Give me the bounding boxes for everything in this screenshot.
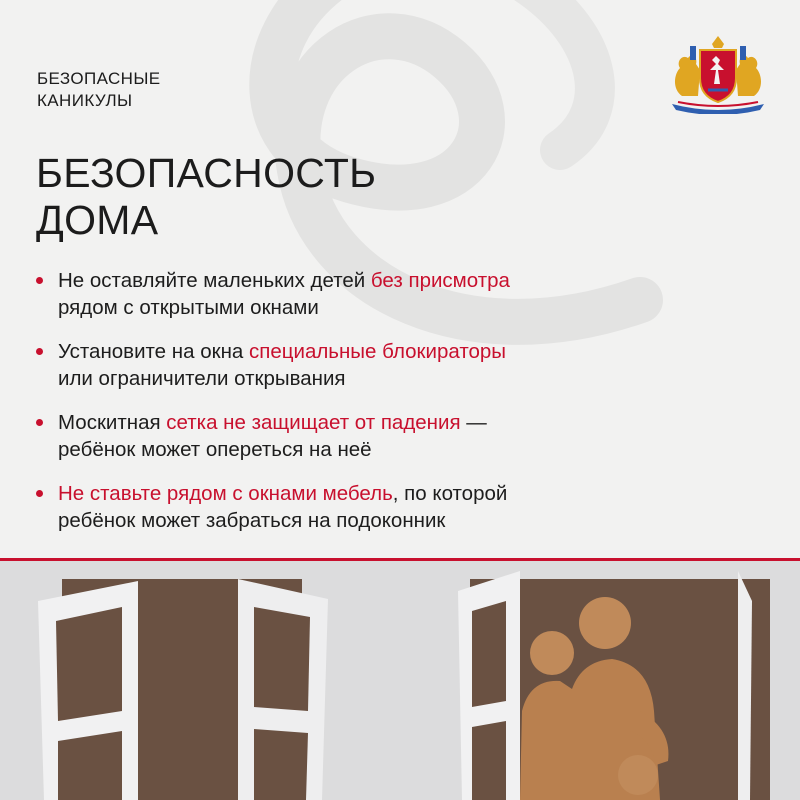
bullet-dot-icon <box>36 348 43 355</box>
list-item <box>36 409 756 463</box>
tip-text: или ограничители открывания <box>58 367 346 390</box>
title-line-2: ДОМА <box>36 197 159 243</box>
list-item <box>36 480 756 534</box>
tip-text: Установите на окна <box>58 340 249 363</box>
tip-text: Москитная <box>58 411 167 434</box>
safety-tips-list <box>36 267 756 551</box>
tip-highlight: сетка не защищает от падения <box>166 411 461 434</box>
kicker-text <box>37 68 337 112</box>
tip-highlight: без присмотра <box>370 269 510 292</box>
kicker-line-2: КАНИКУЛЫ <box>37 91 133 110</box>
bullet-dot-icon <box>36 277 43 284</box>
list-item <box>36 338 756 392</box>
tip-text: рядом с открытыми окнами <box>58 296 319 319</box>
tip-text: ребёнок может забраться на подоконник <box>58 509 446 532</box>
list-item <box>36 267 756 321</box>
tip-highlight: специальные блокираторы <box>249 340 507 363</box>
page-title <box>36 150 636 244</box>
tip-highlight: Не ставьте рядом с окнами мебель <box>58 482 393 505</box>
tip-text: , по которой <box>392 482 508 505</box>
tip-text: Не оставляйте маленьких детей <box>58 269 371 292</box>
title-line-1: БЕЗОПАСНОСТЬ <box>36 150 377 196</box>
bullet-dot-icon <box>36 490 43 497</box>
windows-illustration <box>0 561 800 800</box>
kicker-line-1: БЕЗОПАСНЫЕ <box>37 69 161 88</box>
bullet-dot-icon <box>36 419 43 426</box>
tip-text: — <box>460 411 487 434</box>
coat-of-arms-icon <box>668 34 768 114</box>
tip-text: ребёнок может опереться на неё <box>58 438 372 461</box>
